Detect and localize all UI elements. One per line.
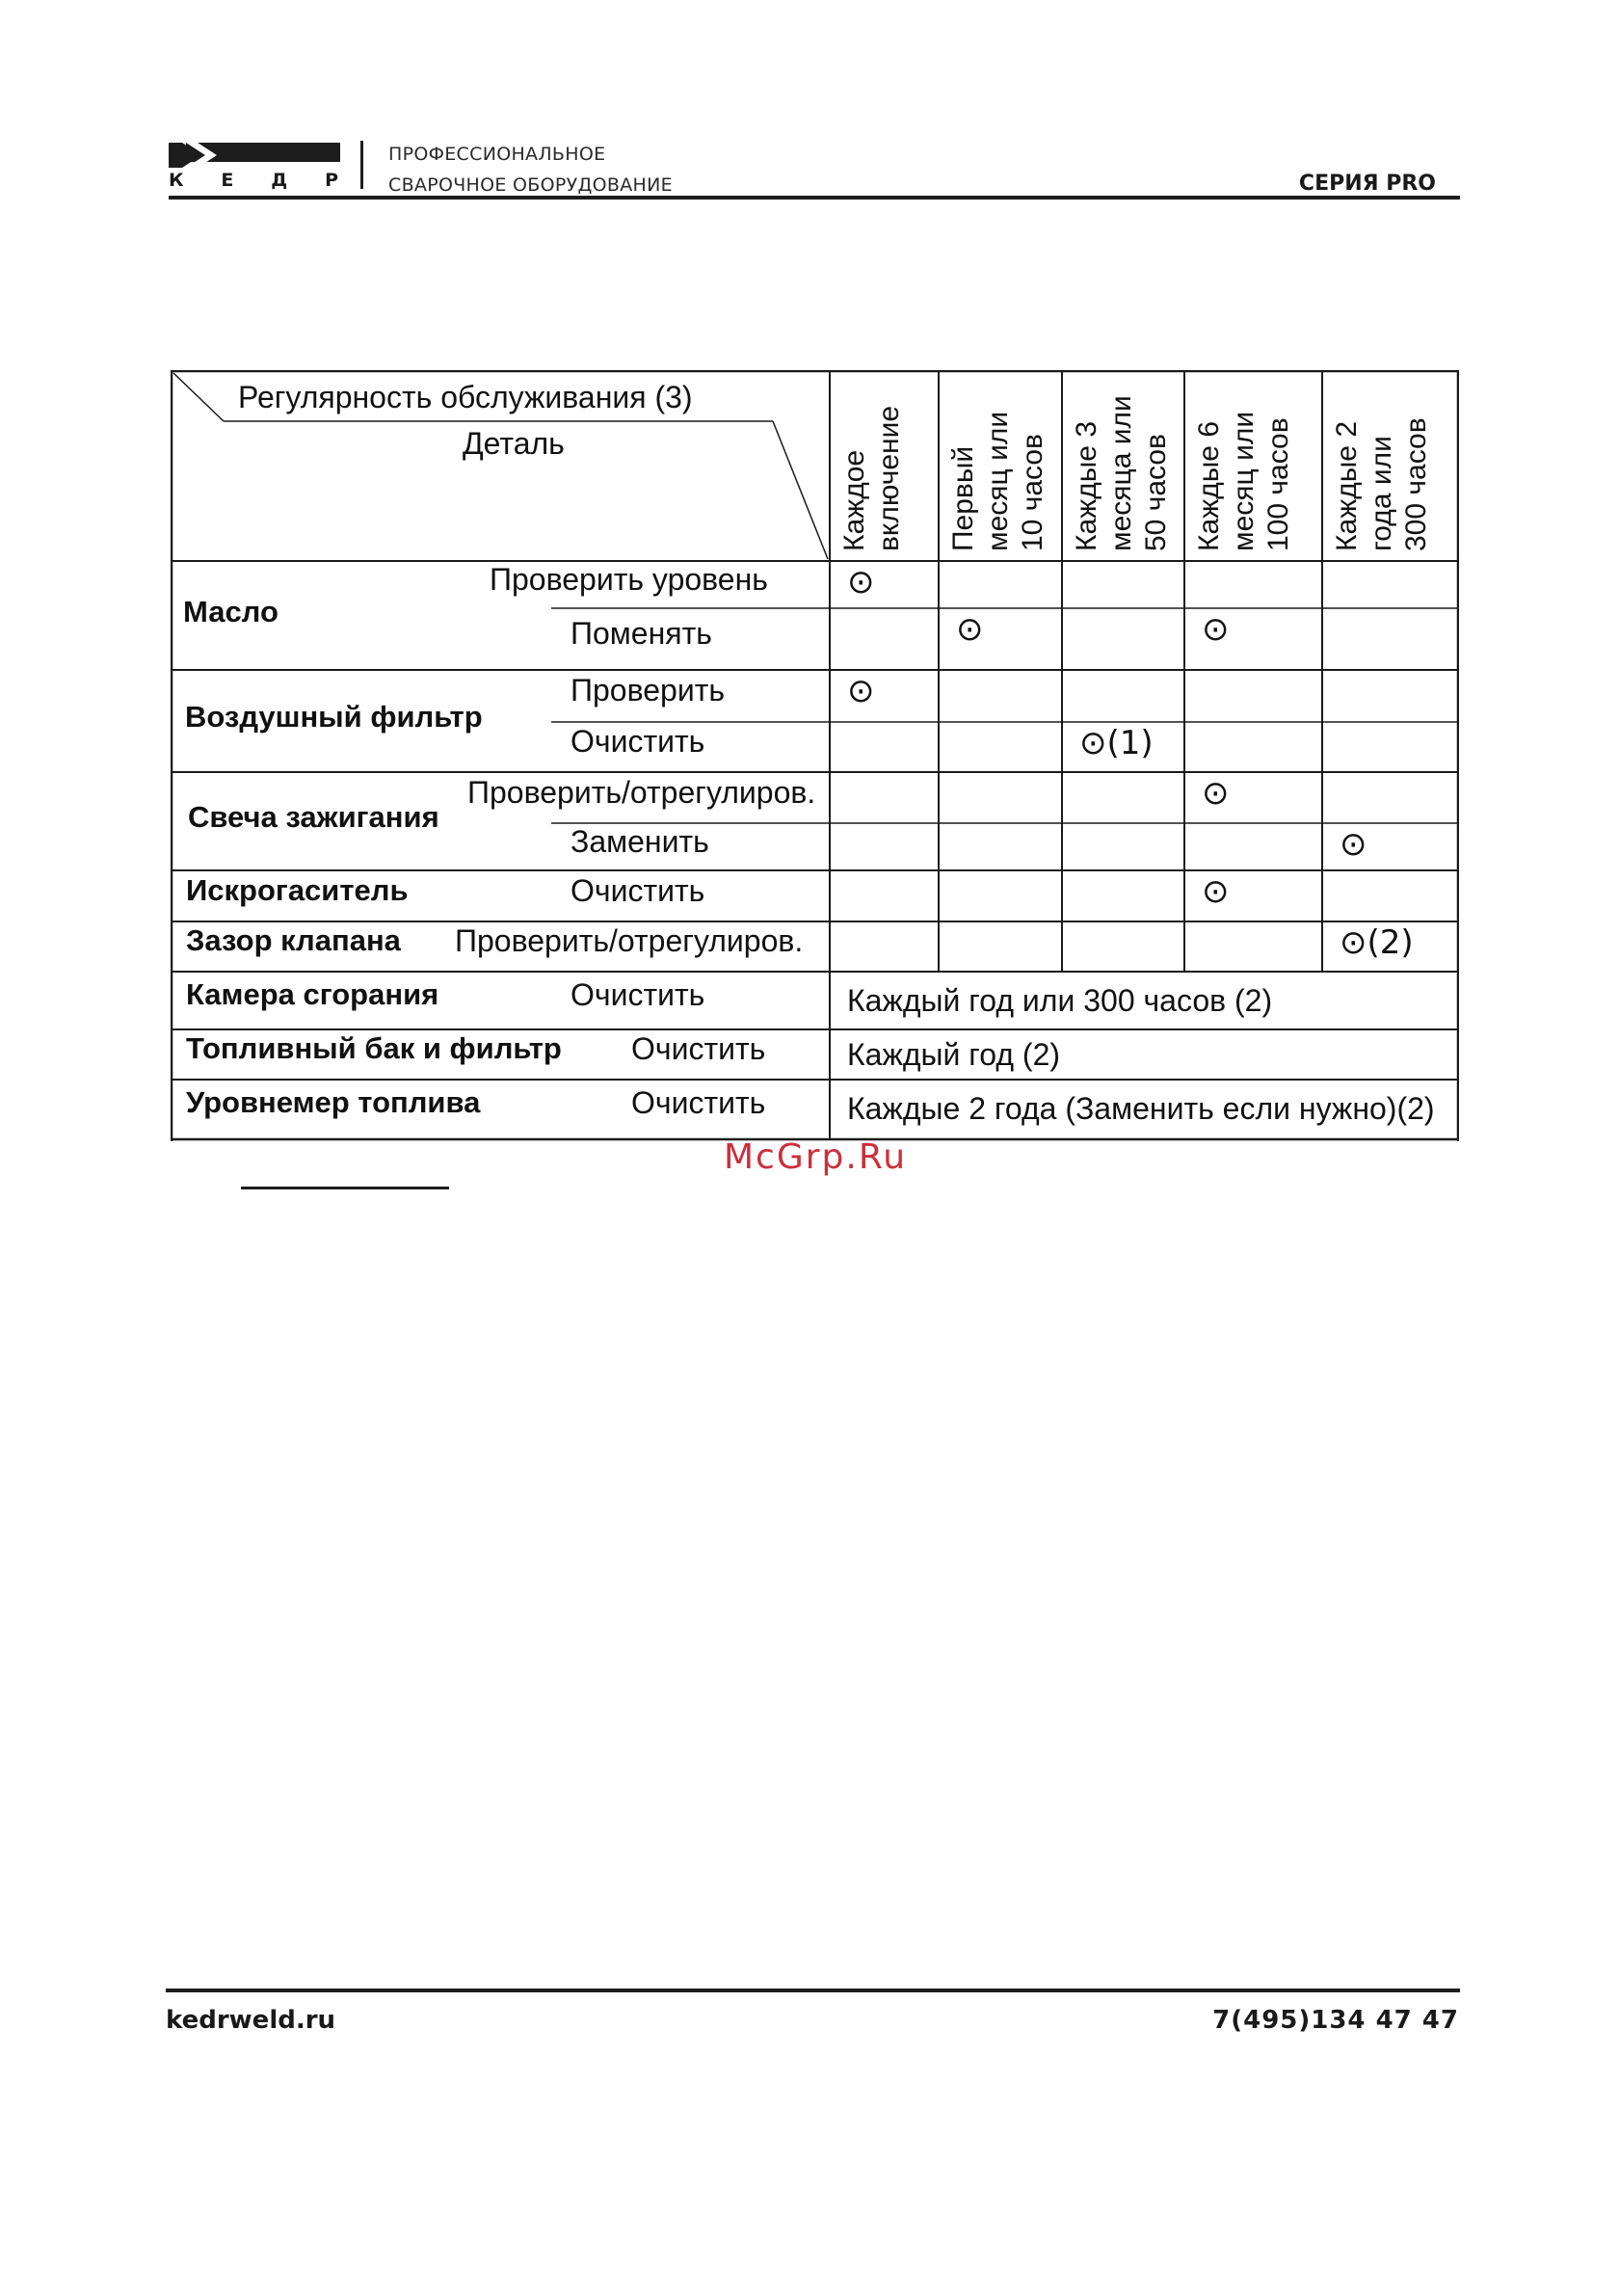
kedr-logo: [169, 143, 340, 191]
column-header-line: 300 часов: [1400, 417, 1432, 551]
column-header-line: месяц или: [982, 411, 1014, 551]
column-header-line: Каждые 6: [1193, 421, 1225, 551]
maintenance-table: [171, 370, 1459, 1141]
tagline-line-1: ПРОФЕССИОНАЛЬНОЕ: [388, 144, 606, 165]
header-tagline: [388, 139, 673, 200]
action-label: Поменять: [571, 616, 712, 651]
part-label: Воздушный фильтр: [185, 700, 483, 734]
part-label: Зазор клапана: [186, 923, 401, 957]
corner-label-part: Деталь: [463, 426, 565, 461]
column-header-line: 50 часов: [1140, 434, 1172, 551]
maintenance-mark: ⊙: [847, 563, 875, 601]
action-label: Проверить/отрегулиров.: [455, 923, 804, 958]
corner-diagonal: [773, 421, 828, 559]
column-header-line: месяц или: [1228, 411, 1260, 551]
maintenance-mark: ⊙(1): [1079, 724, 1154, 762]
part-label: Камера сгорания: [186, 977, 439, 1011]
footer-rule: [166, 1989, 1460, 1992]
column-header-line: Каждые 3: [1071, 421, 1102, 551]
action-label: Проверить: [571, 673, 726, 707]
column-header-line: Каждые 2: [1331, 421, 1363, 551]
logo-chevron-icon: [169, 143, 226, 168]
action-label: Очистить: [631, 1085, 766, 1120]
part-label: Топливный бак и фильтр: [186, 1031, 562, 1065]
action-label: Заменить: [571, 823, 709, 859]
maintenance-mark: ⊙: [1202, 774, 1230, 813]
column-header-line: Первый: [947, 445, 979, 551]
footer-phone: 7(495)134 47 47: [1212, 2006, 1459, 2035]
part-label: Свеча зажигания: [188, 800, 439, 834]
action-label: Очистить: [571, 724, 705, 759]
maintenance-mark: ⊙: [1340, 825, 1367, 864]
header-separator: [360, 141, 363, 189]
corner-label-regularity: Регулярность обслуживания (3): [238, 380, 693, 414]
span-cell-text: Каждый год (2): [847, 1037, 1061, 1072]
logo-letter: Д: [271, 170, 290, 191]
part-label: Искрогаситель: [186, 872, 409, 907]
action-label: Очистить: [631, 1031, 766, 1066]
column-header-line: месяца или: [1105, 395, 1137, 551]
column-header-line: 100 часов: [1262, 417, 1294, 551]
span-cell-text: Каждые 2 года (Заменить если нужно)(2): [847, 1091, 1435, 1126]
column-header-line: Каждое: [838, 449, 870, 551]
logo-letter: Е: [221, 170, 236, 191]
action-label: Очистить: [571, 872, 705, 908]
header-rule: [169, 196, 1460, 200]
column-header-line: включение: [873, 405, 905, 551]
action-label: Проверить уровень: [490, 561, 768, 597]
part-label: Масло: [183, 594, 279, 628]
column-header-line: 10 часов: [1017, 434, 1048, 551]
maintenance-mark: ⊙: [847, 672, 875, 710]
series-label: СЕРИЯ PRO: [1298, 172, 1436, 196]
maintenance-mark: ⊙: [956, 610, 984, 649]
action-label: Очистить: [571, 977, 705, 1012]
part-label: Уровнемер топлива: [186, 1085, 481, 1119]
maintenance-mark: ⊙(2): [1340, 923, 1414, 962]
footer-website: kedrweld.ru: [166, 2006, 336, 2035]
span-cell-text: Каждый год или 300 часов (2): [847, 983, 1273, 1018]
maintenance-mark: ⊙: [1202, 872, 1230, 911]
logo-letters: [169, 170, 340, 191]
action-label: Проверить/отрегулиров.: [467, 774, 816, 810]
tagline-line-2: СВАРОЧНОЕ ОБОРУДОВАНИЕ: [388, 174, 673, 196]
logo-letter: К: [169, 170, 186, 191]
column-header-line: года или: [1366, 436, 1397, 551]
watermark: McGrp.Ru: [724, 1137, 908, 1177]
footnote-rule: [241, 1187, 449, 1189]
logo-letter: Р: [325, 170, 340, 191]
maintenance-mark: ⊙: [1202, 610, 1230, 649]
corner-diagonal-top: [173, 373, 224, 421]
